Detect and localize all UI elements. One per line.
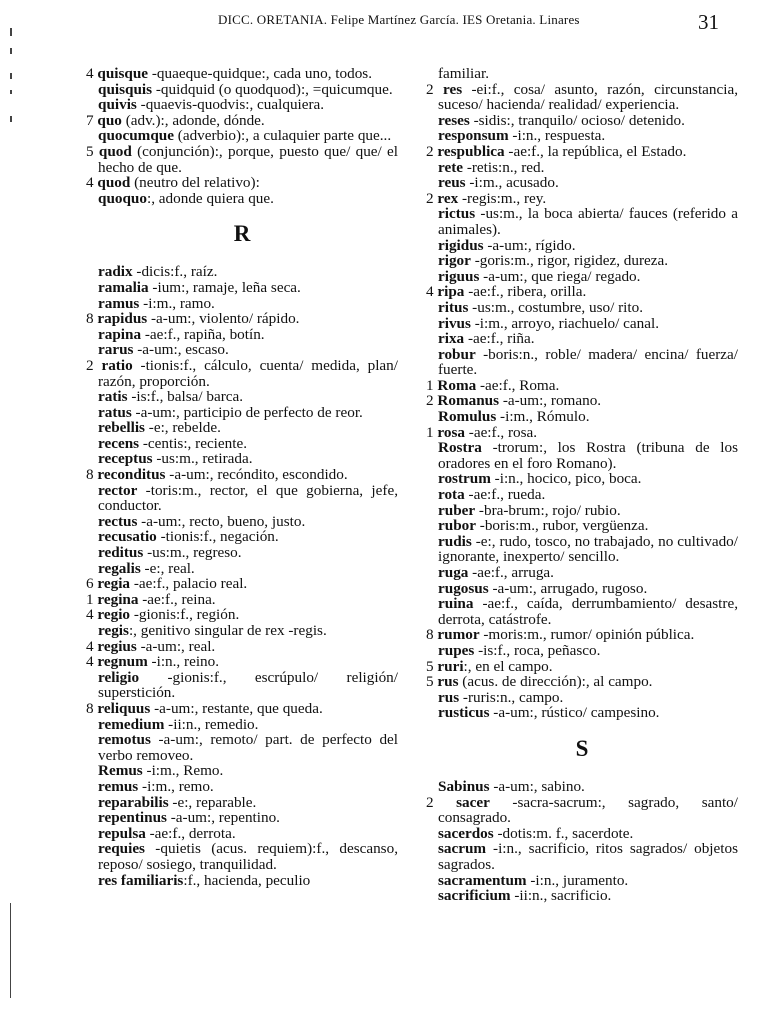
- headword: sacerdos: [438, 824, 494, 842]
- headword: respublica: [437, 142, 505, 160]
- dictionary-entry: [426, 873, 738, 889]
- dictionary-entry: [86, 405, 398, 421]
- dictionary-entry: [426, 113, 738, 129]
- definition: -tionis:f., cálculo, cuenta/ medida, plan/ razón, proporción.: [98, 356, 398, 390]
- definition: -ae:f., derrota.: [145, 824, 236, 842]
- headword: sacer: [456, 793, 490, 811]
- headword: ruina: [438, 595, 474, 613]
- definition: -a-um:, repentino.: [166, 809, 280, 827]
- headword: rector: [98, 481, 138, 499]
- dictionary-entry: [426, 596, 738, 627]
- headword: quod: [97, 174, 131, 192]
- dictionary-entry: [426, 705, 738, 721]
- definition: -boris:n., roble/ madera/ encina/ fuerza/ fuerte.: [438, 345, 738, 379]
- dictionary-entry: [426, 238, 738, 254]
- dictionary-entry: [86, 144, 398, 175]
- headword: rictus: [438, 205, 476, 223]
- definition: -is:f., balsa/ barca.: [127, 388, 244, 406]
- definition: -quaeque-quidque:, cada uno, todos.: [148, 65, 373, 82]
- definition: -gionis:f., escrúpulo/ religión/ superstición.: [98, 668, 398, 702]
- headword: ruber: [438, 501, 476, 519]
- headword: regio: [97, 606, 131, 624]
- headword: ratus: [98, 403, 132, 421]
- dictionary-entry: [426, 393, 738, 409]
- dictionary-entry: [426, 841, 738, 872]
- definition: -tionis:f., negación.: [156, 528, 279, 546]
- dictionary-entry: [86, 795, 398, 811]
- definition: -is:f., roca, peñasco.: [474, 641, 601, 659]
- frequency-number: 7: [86, 111, 98, 129]
- definition: :, genitivo singular de rex -regis.: [128, 622, 327, 639]
- definition: (adv.):, adonde, dónde.: [121, 111, 265, 129]
- s-entries: [426, 779, 738, 904]
- headword: rex: [437, 189, 459, 207]
- headword: rupes: [438, 641, 475, 659]
- definition: -e:, reparable.: [168, 793, 257, 811]
- headword: ratis: [98, 388, 128, 406]
- dictionary-entry: [426, 518, 738, 534]
- definition: -us:m., la boca abierta/ fauces (referido a animales).: [438, 205, 738, 238]
- dictionary-entry: [86, 113, 398, 129]
- frequency-number: 8: [86, 310, 98, 328]
- definition: :, adonde quiera que.: [146, 189, 274, 207]
- definition: -a-um:, recto, bueno, justo.: [137, 512, 306, 530]
- frequency-number: 8: [426, 626, 438, 644]
- headword: radix: [98, 263, 133, 281]
- dictionary-entry: [86, 467, 398, 483]
- definition: -a-um:, real.: [136, 637, 216, 655]
- headword: reparabilis: [98, 793, 169, 811]
- definition: -i:m., Rómulo.: [496, 408, 590, 426]
- headword: res: [442, 80, 463, 98]
- dictionary-entry: [86, 311, 398, 327]
- dictionary-entry: [426, 300, 738, 316]
- definition: -i:n., reino.: [147, 653, 220, 671]
- headword: quisque: [97, 65, 149, 82]
- dictionary-entry: [86, 841, 398, 872]
- definition: -us:m., regreso.: [143, 544, 242, 562]
- definition: familiar.: [438, 65, 490, 82]
- headword: reus: [438, 174, 466, 192]
- left-column: [86, 66, 398, 888]
- dictionary-entry: [426, 779, 738, 795]
- definition: -a-um:, escaso.: [133, 341, 229, 359]
- dictionary-entry: [426, 144, 738, 160]
- headword: ritus: [438, 298, 469, 316]
- headword: quisquis: [98, 80, 153, 98]
- headword: Romulus: [438, 408, 497, 426]
- definition: -a-um:, rústico/ campesino.: [489, 704, 660, 722]
- definition: -a-um:, romano.: [499, 392, 602, 410]
- definition: -i:m., remo.: [138, 777, 214, 795]
- definition: -ae:f., riña.: [464, 330, 535, 348]
- headword: sacrificium: [438, 887, 511, 905]
- headword: rapina: [98, 325, 142, 343]
- frequency-number: 2: [426, 142, 438, 160]
- dictionary-entry: [86, 639, 398, 655]
- definition: -centis:, reciente.: [139, 434, 247, 452]
- margin-marks: [10, 18, 26, 1008]
- dictionary-entry: [426, 565, 738, 581]
- dictionary-entry: [86, 389, 398, 405]
- frequency-number: 2: [426, 189, 438, 207]
- dictionary-entry: [426, 643, 738, 659]
- dictionary-entry: [426, 253, 738, 269]
- dictionary-entry: [86, 561, 398, 577]
- definition: -e:, rudo, tosco, no trabajado, no cultivado/ ignorante, inexperto/ sencillo.: [438, 532, 738, 566]
- definition: -ae:f., rapiña, botín.: [141, 325, 265, 343]
- headword: quod: [98, 142, 132, 160]
- headword: rusticus: [438, 704, 490, 722]
- definition: -a-um:, remoto/ part. de perfecto del verbo removeo.: [98, 731, 398, 764]
- definition: -retis:n., red.: [463, 158, 545, 176]
- headword: rapidus: [97, 310, 148, 328]
- headword: reses: [438, 111, 470, 129]
- dictionary-entry: [426, 347, 738, 378]
- definition: -bra-brum:, rojo/ rubio.: [475, 501, 621, 519]
- headword: regalis: [98, 559, 141, 577]
- headword: ruga: [438, 564, 469, 581]
- dictionary-entry: [86, 327, 398, 343]
- dictionary-entry: [426, 284, 738, 300]
- definition: -a-um:, restante, que queda.: [150, 699, 323, 717]
- dictionary-entry: [426, 471, 738, 487]
- definition: :f., hacienda, peculio: [183, 871, 311, 889]
- page-header: [0, 10, 768, 38]
- frequency-number: 6: [86, 575, 98, 593]
- dictionary-entry: [426, 581, 738, 597]
- dictionary-entry: [86, 545, 398, 561]
- headword: recens: [98, 434, 140, 452]
- definition: -e:, real.: [140, 559, 195, 577]
- headword: regina: [97, 590, 139, 608]
- definition: -trorum:, los Rostra (tribuna de los oradores en el foro Romano).: [438, 439, 738, 472]
- definition: -ae:f., ribera, orilla.: [464, 283, 587, 301]
- definition: -quidquid (o quodquod):, =quicumque.: [152, 80, 393, 98]
- frequency-number: 4: [86, 653, 98, 671]
- r-entries: [86, 264, 398, 888]
- definition: -ei:f., cosa/ asunto, razón, circunstancia, suceso/ hacienda/ realidad/ experiencia.: [438, 80, 739, 114]
- definition: -ae:f., arruga.: [468, 564, 554, 581]
- definition: -ae:f., rueda.: [464, 486, 546, 504]
- headword: quivis: [98, 96, 137, 114]
- section-letter-r: R: [233, 221, 251, 247]
- dictionary-entry: [86, 810, 398, 826]
- dictionary-entry: [426, 269, 738, 285]
- frequency-number: 1: [426, 423, 438, 441]
- definition: -us:m., retirada.: [152, 450, 253, 468]
- dictionary-entry: [426, 826, 738, 842]
- definition: -a-um:, violento/ rápido.: [147, 310, 300, 328]
- headword: rus: [438, 688, 460, 706]
- definition: -ae:f., reina.: [138, 590, 216, 608]
- dictionary-entry: [86, 280, 398, 296]
- frequency-number: 4: [86, 606, 98, 624]
- definition: -a-um:, rígido.: [483, 236, 576, 254]
- frequency-number: 5: [426, 673, 438, 691]
- definition: (acus. de dirección):, al campo.: [458, 673, 653, 691]
- page-number: 31: [698, 10, 719, 34]
- headword: Romanus: [437, 392, 500, 410]
- definition: -us:m., costumbre, uso/ rito.: [468, 298, 644, 316]
- headword: Sabinus: [438, 777, 490, 795]
- definition: (neutro del relativo):: [130, 174, 260, 192]
- headword: sacramentum: [438, 871, 527, 889]
- dictionary-entry: [86, 358, 398, 389]
- dictionary-entry: [86, 191, 398, 207]
- dictionary-entry: [426, 160, 738, 176]
- dictionary-entry: [86, 97, 398, 113]
- definition: -ii:n., remedio.: [164, 715, 259, 733]
- frequency-number: 5: [426, 657, 438, 675]
- definition: -dicis:f., raíz.: [132, 263, 218, 281]
- dictionary-entry: [86, 66, 398, 82]
- headword: rivus: [438, 314, 471, 332]
- headword: Remus: [98, 762, 143, 780]
- dictionary-entry: [426, 487, 738, 503]
- definition: -i:n., hocico, pico, boca.: [490, 470, 642, 488]
- headword: Rostra: [438, 439, 482, 457]
- headword: requies: [98, 840, 145, 858]
- frequency-number: 2: [86, 356, 102, 374]
- definition: -i:m., Remo.: [142, 762, 224, 780]
- definition: -i:m., arroyo, riachuelo/ canal.: [470, 314, 660, 332]
- headword: quo: [97, 111, 122, 129]
- dictionary-entry: [426, 425, 738, 441]
- dictionary-entry: [426, 66, 738, 82]
- headword: rete: [438, 158, 464, 176]
- definition: -i:n., sacrificio, ritos sagrados/ objetos sagrados.: [438, 840, 738, 873]
- dictionary-entry: [86, 763, 398, 779]
- running-header: DICC. ORETANIA. Felipe Martínez García. IES Oretania. Linares: [218, 12, 580, 27]
- dictionary-entry: [426, 674, 738, 690]
- dictionary-entry: [86, 514, 398, 530]
- headword: Roma: [437, 376, 477, 394]
- dictionary-entry: [426, 378, 738, 394]
- headword: recusatio: [98, 528, 157, 546]
- definition: -a-um:, recóndito, escondido.: [165, 466, 348, 484]
- definition: (adverbio):, a culaquier parte que...: [173, 127, 392, 145]
- definition: -ae:f., caída, derrumbamiento/ desastre, derrota, catástrofe.: [438, 595, 738, 628]
- definition: -quaevis-quodvis:, cualquiera.: [136, 96, 325, 114]
- frequency-number: 4: [426, 283, 438, 301]
- frequency-number: 1: [426, 376, 438, 394]
- definition: -i:m., acusado.: [465, 174, 559, 192]
- dictionary-entry: [426, 82, 738, 113]
- definition: -i:m., ramo.: [139, 294, 215, 312]
- headword: reconditus: [97, 466, 166, 484]
- dictionary-entry: [86, 420, 398, 436]
- headword: rarus: [98, 341, 134, 359]
- dictionary-entry: [426, 627, 738, 643]
- dictionary-entry: [86, 873, 398, 889]
- dictionary-entry: [426, 331, 738, 347]
- headword: reliquus: [97, 699, 151, 717]
- definition: -i:n., respuesta.: [508, 127, 606, 145]
- headword: regius: [97, 637, 137, 655]
- headword: quoquo: [98, 189, 147, 207]
- definition: -i:n., juramento.: [526, 871, 629, 889]
- dictionary-entry: [426, 888, 738, 904]
- frequency-number: 4: [86, 637, 98, 655]
- dictionary-entry: [86, 576, 398, 592]
- section-letter-s: S: [575, 735, 589, 761]
- definition: -ae:f., la república, el Estado.: [504, 142, 687, 160]
- right-column: [426, 66, 738, 904]
- definition: -ae:f., Roma.: [476, 376, 560, 394]
- headword: rumor: [437, 626, 480, 644]
- dictionary-entry: [86, 128, 398, 144]
- definition: :, en el campo.: [463, 657, 553, 675]
- frequency-number: 2: [426, 793, 457, 811]
- headword: ramus: [98, 294, 140, 312]
- headword: rigor: [438, 252, 471, 270]
- dictionary-entry: [426, 206, 738, 237]
- dictionary-entry: [86, 82, 398, 98]
- headword: res familiaris: [98, 871, 184, 889]
- headword: reditus: [98, 544, 144, 562]
- headword: quocumque: [98, 127, 174, 145]
- dictionary-entry: [426, 534, 738, 565]
- headword: rosa: [437, 423, 465, 441]
- dictionary-entry: [86, 451, 398, 467]
- headword: sacrum: [438, 840, 487, 858]
- headword: repentinus: [98, 809, 167, 827]
- dictionary-entry: [86, 436, 398, 452]
- definition: -goris:m., rigor, rigidez, dureza.: [470, 252, 669, 270]
- definition: -a-um:, participio de perfecto de reor.: [131, 403, 363, 421]
- definition: -ii:n., sacrificio.: [510, 887, 612, 905]
- dictionary-entry: [426, 175, 738, 191]
- dictionary-entry: [426, 409, 738, 425]
- frequency-number: 8: [86, 466, 98, 484]
- dictionary-entry: [86, 779, 398, 795]
- headword: remus: [98, 777, 139, 795]
- headword: rota: [438, 486, 465, 504]
- dictionary-entry: [426, 316, 738, 332]
- dictionary-entry: [426, 690, 738, 706]
- headword: regnum: [97, 653, 148, 671]
- definition: -quietis (acus. requiem):f., descanso, reposo/ sosiego, tranquilidad.: [98, 840, 398, 873]
- definition: -ium:, ramaje, leña seca.: [148, 278, 301, 296]
- dictionary-entry: [86, 592, 398, 608]
- headword: regis: [98, 622, 129, 639]
- headword: rus: [437, 673, 459, 691]
- frequency-number: 2: [426, 80, 443, 98]
- frequency-number: 2: [426, 392, 438, 410]
- dictionary-entry: [426, 795, 738, 826]
- headword: religio: [98, 668, 140, 686]
- frequency-number: 1: [86, 590, 98, 608]
- headword: ruri: [437, 657, 464, 675]
- definition: -e:, rebelde.: [144, 419, 221, 437]
- frequency-number: 5: [86, 142, 99, 160]
- headword: rigidus: [438, 236, 484, 254]
- headword: rectus: [98, 512, 138, 530]
- dictionary-entry: [86, 701, 398, 717]
- dictionary-entry: [86, 826, 398, 842]
- definition: -sidis:, tranquilo/ ocioso/ detenido.: [469, 111, 685, 129]
- dictionary-entry: [86, 175, 398, 191]
- dictionary-entry: [86, 264, 398, 280]
- headword: rubor: [438, 517, 476, 535]
- headword: remotus: [98, 731, 151, 749]
- dictionary-entry: [86, 607, 398, 623]
- definition: -sacra-sacrum:, sagrado, santo/ consagrado.: [438, 793, 738, 827]
- frequency-number: 4: [86, 174, 98, 192]
- definition: (conjunción):, porque, puesto que/ que/ el hecho de que.: [98, 142, 398, 176]
- r-entries-continued: [426, 66, 738, 721]
- dictionary-entry: [86, 342, 398, 358]
- headword: rostrum: [438, 470, 491, 488]
- definition: -a-um:, sabino.: [489, 777, 585, 795]
- definition: -ae:f., palacio real.: [130, 575, 248, 593]
- dictionary-entry: [86, 717, 398, 733]
- definition: -a-um:, que riega/ regado.: [479, 267, 641, 285]
- headword: robur: [438, 345, 476, 363]
- dictionary-entry: [86, 654, 398, 670]
- frequency-number: 4: [86, 65, 98, 82]
- dictionary-entry: [426, 659, 738, 675]
- headword: remedium: [98, 715, 165, 733]
- definition: -dotis:m. f., sacerdote.: [493, 824, 634, 842]
- dictionary-entry: [86, 670, 398, 701]
- headword: rudis: [438, 532, 472, 550]
- headword: rugosus: [438, 579, 489, 597]
- dictionary-entry: [86, 623, 398, 639]
- definition: -regis:m., rey.: [458, 189, 547, 207]
- frequency-number: 8: [86, 699, 98, 717]
- definition: -a-um:, arrugado, rugoso.: [488, 579, 648, 597]
- q-entries: [86, 66, 398, 206]
- definition: -moris:m., rumor/ opinión pública.: [479, 626, 695, 644]
- definition: -boris:m., rubor, vergüenza.: [475, 517, 649, 535]
- headword: repulsa: [98, 824, 146, 842]
- definition: -ruris:n., campo.: [459, 688, 564, 706]
- definition: -gionis:f., región.: [130, 606, 240, 624]
- dictionary-entry: [426, 191, 738, 207]
- headword: regia: [97, 575, 131, 593]
- headword: rixa: [438, 330, 465, 348]
- definition: -toris:m., rector, el que gobierna, jefe, conductor.: [98, 481, 398, 515]
- dictionary-entry: [86, 529, 398, 545]
- headword: responsum: [438, 127, 509, 145]
- headword: receptus: [98, 450, 153, 468]
- dictionary-entry: [426, 440, 738, 471]
- headword: ratio: [101, 356, 133, 374]
- dictionary-entry: [86, 483, 398, 514]
- headword: riguus: [438, 267, 480, 285]
- dictionary-entry: [426, 128, 738, 144]
- definition: -ae:f., rosa.: [464, 423, 538, 441]
- dictionary-entry: [86, 732, 398, 763]
- headword: ramalia: [98, 278, 149, 296]
- dictionary-entry: [86, 296, 398, 312]
- headword: rebellis: [98, 419, 145, 437]
- headword: ripa: [437, 283, 465, 301]
- dictionary-entry: [426, 503, 738, 519]
